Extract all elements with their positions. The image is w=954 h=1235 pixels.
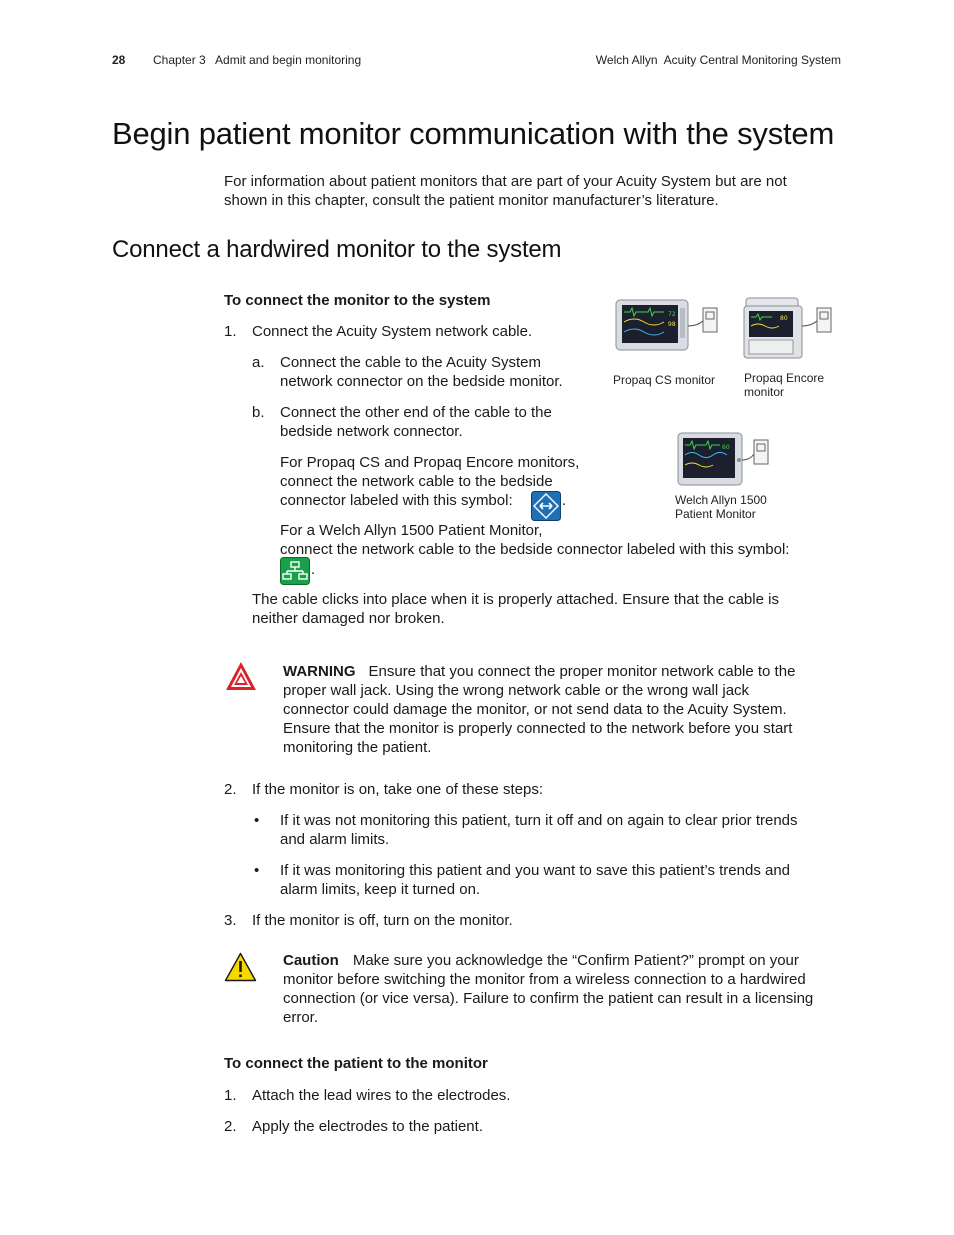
- substep-line: network connector on the bedside monitor.: [280, 373, 563, 390]
- note-line-text: connector labeled with this symbol:: [280, 492, 513, 509]
- svg-text:98: 98: [668, 321, 676, 328]
- caption-line: Welch Allyn 1500: [675, 493, 767, 507]
- bullet-text: [280, 861, 790, 899]
- warning-text: [283, 662, 843, 757]
- bullet-line: If it was not monitoring this patient, turn it off and on again to clear prior trends: [280, 812, 798, 829]
- step-text: Apply the electrodes to the patient.: [252, 1118, 483, 1135]
- figure-caption: [744, 371, 824, 399]
- wa1500-monitor-image: [676, 430, 770, 488]
- substep-letter: b.: [252, 404, 265, 421]
- warning-line: proper wall jack. Using the wrong network cable or the wrong wall jack: [283, 682, 750, 699]
- section-title: Connect a hardwired monitor to the system: [112, 236, 562, 263]
- intro-line: For information about patient monitors that are part of your Acuity System but are not: [224, 173, 787, 190]
- propaq-encore-monitor-image: [742, 296, 834, 362]
- note-line: The cable clicks into place when it is properly attached. Ensure that the cable is: [252, 591, 779, 608]
- step-text: If the monitor is off, turn on the monitor.: [252, 912, 513, 929]
- note-line: For a Welch Allyn 1500 Patient Monitor,: [280, 522, 543, 539]
- step-number: 3.: [224, 912, 237, 929]
- warning-line: connector could damage the monitor, or not send data to the Acuity System.: [283, 701, 787, 718]
- note-period: .: [562, 492, 567, 509]
- page-title: Begin patient monitor communication with the system: [112, 116, 835, 151]
- cable-note: [252, 590, 779, 628]
- figure-caption: [675, 493, 767, 521]
- page-number: 28: [112, 53, 126, 67]
- caution-line: [283, 951, 853, 970]
- bullet-line: and alarm limits.: [280, 831, 390, 848]
- substep-text: [280, 353, 563, 391]
- caution-line: connection (or vice versa). Failure to confirm the patient can result in a licensing: [283, 990, 814, 1007]
- caution-text: [283, 951, 853, 1027]
- svg-text:60: 60: [722, 444, 730, 451]
- note-line: neither damaged nor broken.: [252, 610, 445, 627]
- caution-line: error.: [283, 1009, 319, 1026]
- caption-line: monitor: [744, 385, 785, 399]
- bullet-mark: •: [254, 812, 260, 829]
- wa1500-note: [280, 521, 789, 559]
- bullet-line: If it was monitoring this patient and you want to save this patient’s trends and: [280, 862, 791, 879]
- propaq-cs-monitor-image: [614, 296, 720, 356]
- chapter-heading: Chapter 3 Admit and begin monitoring: [153, 53, 362, 67]
- step-number: 2.: [224, 1118, 237, 1135]
- substep-line: bedside network connector.: [280, 423, 463, 440]
- warning-line: monitoring the patient.: [283, 739, 432, 756]
- step-number: 1.: [224, 1087, 237, 1104]
- step-number: 2.: [224, 781, 237, 798]
- note-period: .: [311, 561, 316, 578]
- procedure-title: To connect the patient to the monitor: [224, 1055, 488, 1072]
- svg-text:72: 72: [668, 311, 676, 318]
- caution-line-text: Make sure you acknowledge the “Confirm Patient?” prompt on your: [352, 952, 799, 969]
- note-line: For Propaq CS and Propaq Encore monitors,: [280, 454, 580, 471]
- bullet-text: [280, 811, 798, 849]
- bullet-line: alarm limits, keep it turned on.: [280, 881, 481, 898]
- substep-line: Connect the cable to the Acuity System: [280, 354, 541, 371]
- step-text: Attach the lead wires to the electrodes.: [252, 1087, 511, 1104]
- substep-text: [280, 403, 552, 441]
- note-line: connect the network cable to the bedside connector labeled with this symbol:: [280, 541, 790, 558]
- warning-line: [283, 662, 843, 681]
- caution-label: Caution: [283, 952, 339, 969]
- caution-triangle-icon: [224, 952, 257, 982]
- caution-line: monitor before switching the monitor from a wireless connection to a hardwired: [283, 971, 806, 988]
- network-arrows-icon: [531, 491, 561, 521]
- warning-line: Ensure that the monitor is properly connected to the network before you start: [283, 720, 793, 737]
- step-number: 1.: [224, 323, 237, 340]
- caption-line: Propaq Encore: [744, 371, 825, 385]
- step-text: If the monitor is on, take one of these steps:: [252, 781, 543, 798]
- note-line: connect the network cable to the bedside: [280, 473, 553, 490]
- warning-triangle-icon: [224, 660, 258, 692]
- bullet-mark: •: [254, 862, 260, 879]
- warning-line-text: Ensure that you connect the proper monitor network cable to the: [368, 663, 796, 680]
- caption-line: Patient Monitor: [675, 507, 756, 521]
- book-title: Welch Allyn Acuity Central Monitoring System: [595, 53, 841, 67]
- intro-line: shown in this chapter, consult the patient monitor manufacturer’s literature.: [224, 192, 719, 209]
- intro-paragraph: [224, 172, 787, 210]
- step-text: Connect the Acuity System network cable.: [252, 323, 533, 340]
- svg-text:80: 80: [780, 315, 788, 322]
- warning-label: WARNING: [283, 663, 356, 680]
- network-tree-icon: [280, 557, 310, 585]
- substep-line: Connect the other end of the cable to the: [280, 404, 552, 421]
- figure-caption: Propaq CS monitor: [613, 373, 716, 387]
- substep-letter: a.: [252, 354, 265, 371]
- procedure-title: To connect the monitor to the system: [224, 292, 491, 309]
